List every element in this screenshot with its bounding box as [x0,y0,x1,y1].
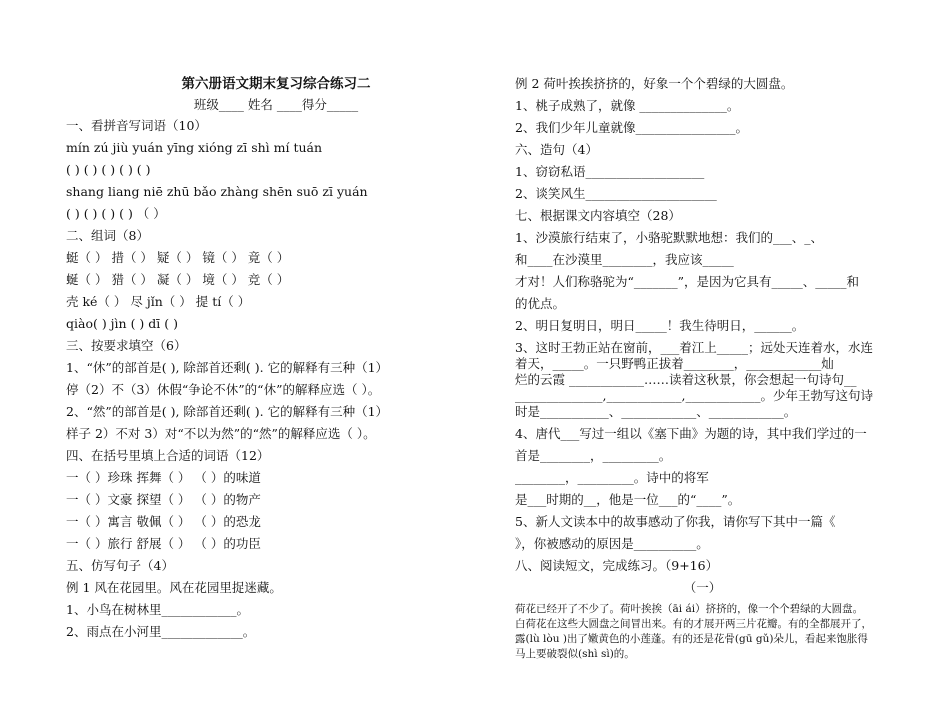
question-text: 2、“然”的部首是( ), 除部首还剩( ). 它的解释有三种（1） [66,404,389,419]
question-text: 》，你被感动的原因是__________。 [515,536,709,551]
question-text: 1、桃子成熟了，就像 ______________。 [515,98,740,113]
question-text: 是___时期的__，他是一位___的“____”。 [515,492,741,507]
question-text: 2、雨点在小河里_____________。 [66,624,256,639]
section-heading-fill-blanks: 三、按要求填空（6） [66,338,187,353]
passage-line: 白荷花在这些大圆盘之间冒出来。有的才展开两三片花瓣。有的全都展开了， [515,618,872,630]
question-text: 2、明日复明日，明日_____！我生待明日，______。 [515,318,805,333]
passage-number: （一） [683,580,722,595]
question-text: 1、小鸟在树林里____________。 [66,602,249,617]
fill-word-row: 一（ ）寓言 敬佩（ ） （ ）的恐龙 [66,514,261,529]
section-heading-text-fill: 七、根据课文内容填空（28） [515,208,681,223]
question-text: 才对！人们称骆驼为“_______”，是因为它具有_____、_____和 [515,274,860,289]
question-text: 1、窃窃私语___________________ [515,164,705,179]
passage-line: 露(lù lòu )出了嫩黄色的小莲蓬。有的还是花骨(gū gǔ)朵儿，看起来饱胀得 [515,633,868,645]
pinyin-row-2: shang liang niē zhū bǎo zhàng shēn suō zī yuán [66,184,368,199]
question-text: 2、我们少年儿童就像________________。 [515,120,748,135]
passage-line: 荷花已经开了不少了。荷叶挨挨（āi ái）挤挤的，像一个个碧绿的大圆盘。 [515,603,864,615]
question-text: ________，_________。诗中的将军 [515,470,709,485]
answer-blanks-row-1: ( ) ( ) ( ) ( ) ( ) [66,162,151,177]
question-text: 3、这时王勃正站在窗前，___着江上_____；远处天连着水，水连 [515,340,873,355]
question-text: 1、“休”的部首是( ), 除部首还剩( ). 它的解释有三种（1） [66,360,389,375]
question-text: 1、沙漠旅行结束了，小骆驼默默地想：我们的___、_、 [515,230,823,245]
polyphone-row-2: qiào( ) jìn ( ) dī ( ) [66,316,178,331]
question-text: 停（2）不（3）休假“争论不休”的“休”的解释应选（ ）。 [66,382,381,397]
worksheet-title: 第六册语文期末复习综合练习二 [181,76,371,92]
question-text: 着天，_____。一只野鸭正拔着________，____________灿 [515,356,834,371]
section-heading-word-groups: 二、组词（8） [66,228,149,243]
question-text: 时是___________、____________、____________。 [515,404,797,419]
question-text: 样子 2）不对 3）对“不以为然”的“然”的解释应选（ ）。 [66,426,376,441]
section-heading-pinyin: 一、看拼音写词语（10） [66,118,207,133]
question-text: 和____在沙漠里________，我应该_____ [515,252,734,267]
fill-word-row: 一（ ）文豪 探望（ ） （ ）的物产 [66,492,261,507]
question-text: 4、唐代___写过一组以《塞下曲》为题的诗，其中我们学过的一 [515,426,867,441]
question-text: ______________,____________,____________。少年王勃写这句诗 [515,388,873,403]
word-group-row-2: 蜒（ ） 猎（ ） 凝（ ） 境（ ） 竞（ ） [66,272,290,287]
fill-word-row: 一（ ）珍珠 挥舞（ ） （ ）的味道 [66,470,261,485]
pinyin-row-1: mín zú jiù yuán yīng xióng zī shì mí tuán [66,140,323,155]
question-text: 烂的云霞 ____________……读着这秋景，你会想起一句诗句__ [515,372,857,387]
section-heading-sentence-making: 六、造句（4） [515,142,598,157]
fill-word-row: 一（ ）旅行 舒展（ ） （ ）的功臣 [66,536,261,551]
section-heading-imitate: 五、仿写句子（4） [66,558,174,573]
section-heading-fill-words: 四、在括号里填上合适的词语（12） [66,448,270,463]
example-sentence: 例 1 风在花园里。风在花园里捉迷藏。 [66,580,282,595]
answer-blanks-row-2: ( ) ( ) ( ) ( ) （ ） [66,206,166,221]
worksheet-subtitle: 班级____ 姓名 ____得分_____ [193,97,359,112]
polyphone-row-1: 壳 ké（ ） 尽 jǐn（ ） 提 tí（ ） [66,294,251,309]
word-group-row-1: 蜓（ ） 措（ ） 疑（ ） 镜（ ） 竟（ ） [66,250,290,265]
passage-line: 马上要破裂似(shì sì)的。 [515,648,635,660]
example-sentence: 例 2 荷叶挨挨挤挤的，好象一个个碧绿的大圆盘。 [515,76,794,91]
section-heading-reading: 八、阅读短文，完成练习。（9+16） [515,558,719,573]
question-text: 2、谈笑风生_____________________ [515,186,717,201]
question-text: 首是________，_________。 [515,448,672,463]
question-text: 的优点。 [515,296,566,311]
question-text: 5、新人文读本中的故事感动了你我，请你写下其中一篇《 [515,514,836,529]
